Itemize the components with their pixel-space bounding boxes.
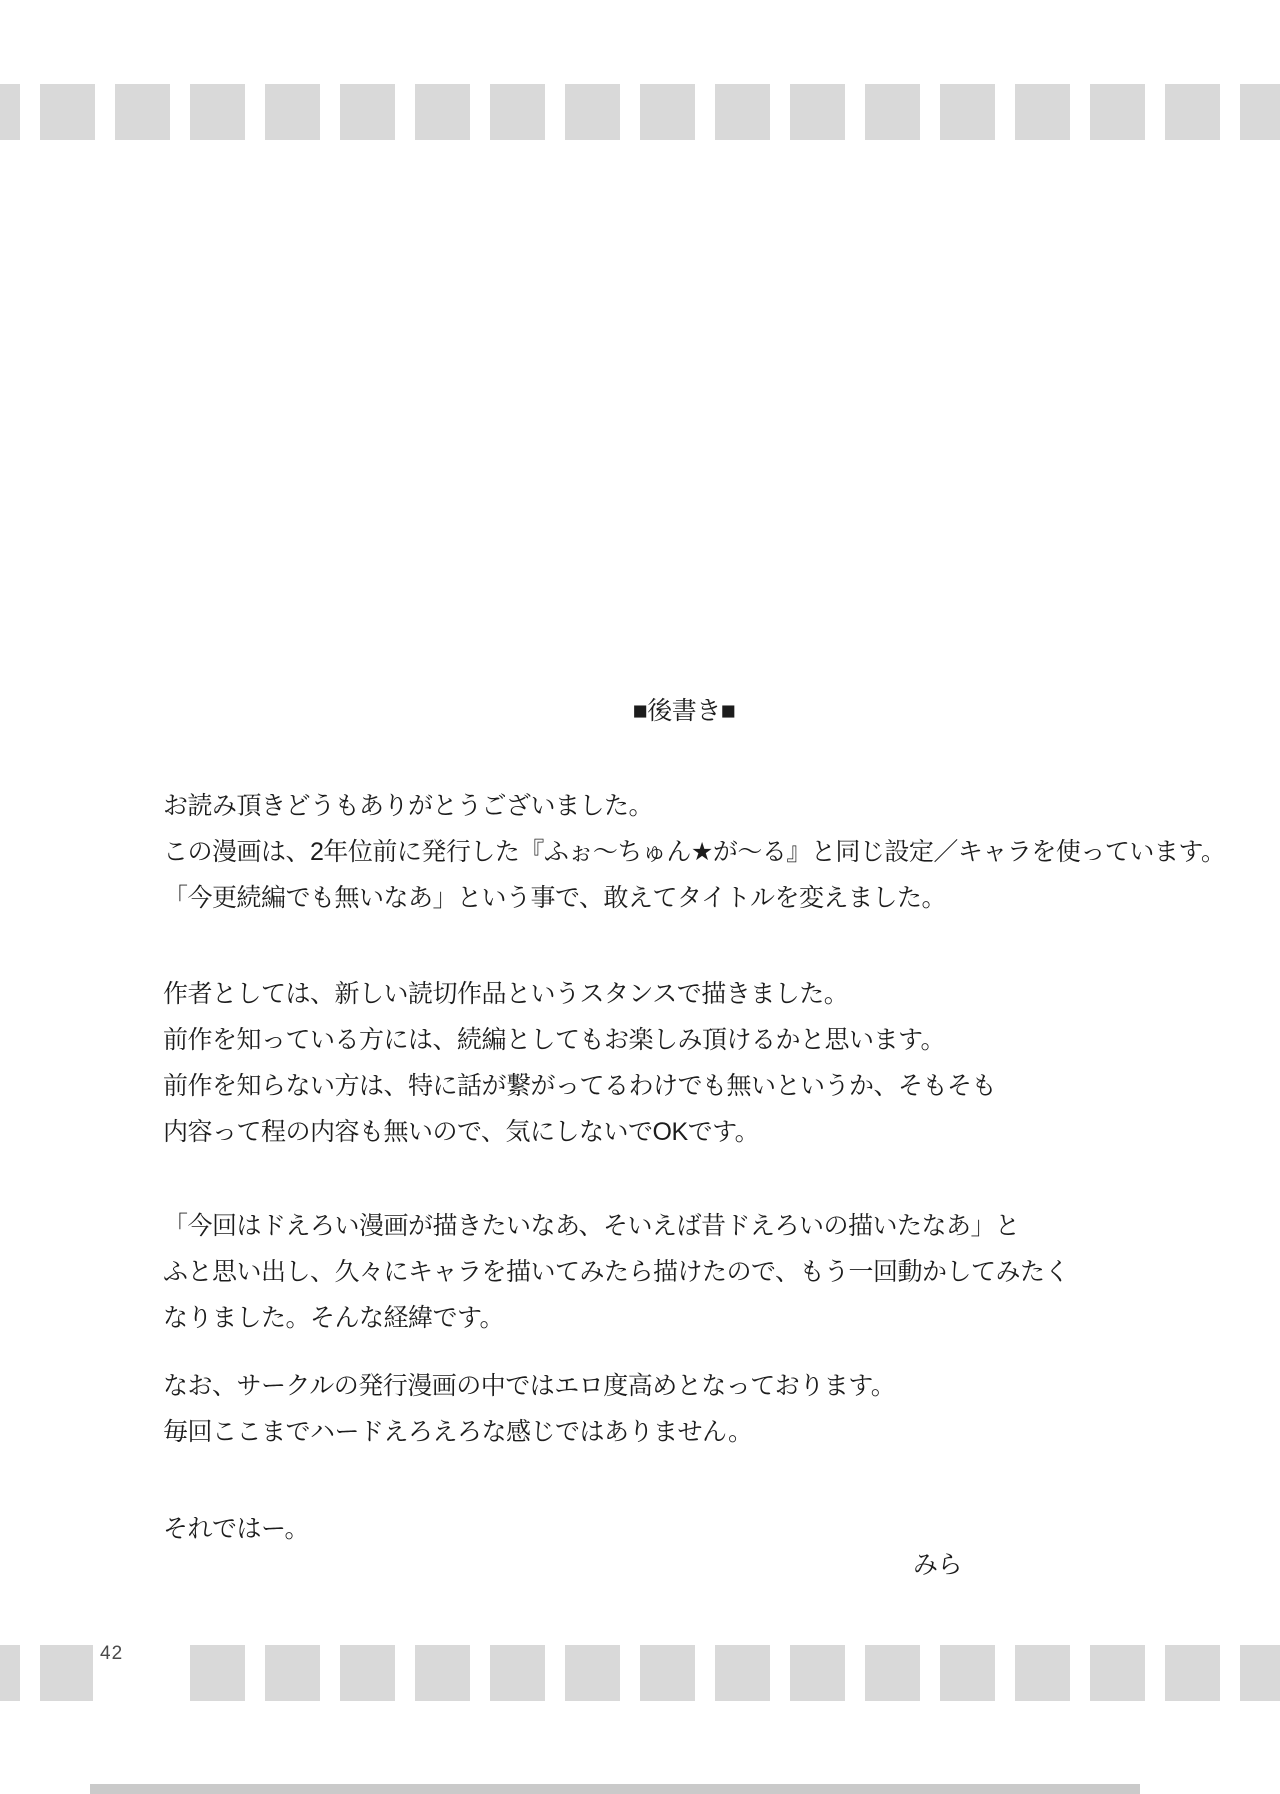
text-line: 前作を知っている方には、続編としてもお楽しみ頂けるかと思います。 <box>163 1026 946 1054</box>
author-signature: みら <box>913 1551 963 1579</box>
text-line: 「今回はドえろい漫画が描きたいなあ、そいえば昔ドえろいの描いたなあ」と <box>163 1212 1020 1240</box>
text-line: この漫画は、2年位前に発行した『ふぉ〜ちゅん★が〜る』と同じ設定／キャラを使っています。 <box>163 838 1226 866</box>
paragraph-closing <box>163 1506 1205 1552</box>
text-line: 「今更続編でも無いなあ」という事で、敢えてタイトルを変えました。 <box>163 884 947 912</box>
text-line: それではー。 <box>163 1515 310 1543</box>
text-line: ふと思い出し、久々にキャラを描いてみたら描けたので、もう一回動かしてみたく <box>163 1258 1070 1286</box>
text-line: なりました。そんな経緯です。 <box>163 1304 505 1332</box>
text-line: なお、サークルの発行漫画の中ではエロ度高めとなっております。 <box>163 1372 896 1400</box>
text-line: 毎回ここまでハードえろえろな感じではありません。 <box>163 1418 753 1446</box>
text-line: 前作を知らない方は、特に話が繋がってるわけでも無いというか、そもそも <box>163 1072 997 1100</box>
text-line: 内容って程の内容も無いので、気にしないでOKです。 <box>163 1118 760 1146</box>
paragraph-thanks <box>163 783 1226 921</box>
page-title: ■後書き■ <box>632 697 736 725</box>
text-line: 作者としては、新しい読切作品というスタンスで描きました。 <box>163 980 849 1008</box>
film-strip-bottom-decoration <box>0 1645 1280 1701</box>
afterword-content <box>163 0 1226 1794</box>
paragraph-note <box>163 1363 1205 1455</box>
page-number: 42 <box>100 1643 124 1664</box>
text-line: お読み頂きどうもありがとうございました。 <box>163 792 654 820</box>
paragraph-author-stance <box>163 971 1205 1155</box>
scan-edge-bar <box>90 1784 1140 1794</box>
paragraph-motivation <box>163 1203 1205 1341</box>
